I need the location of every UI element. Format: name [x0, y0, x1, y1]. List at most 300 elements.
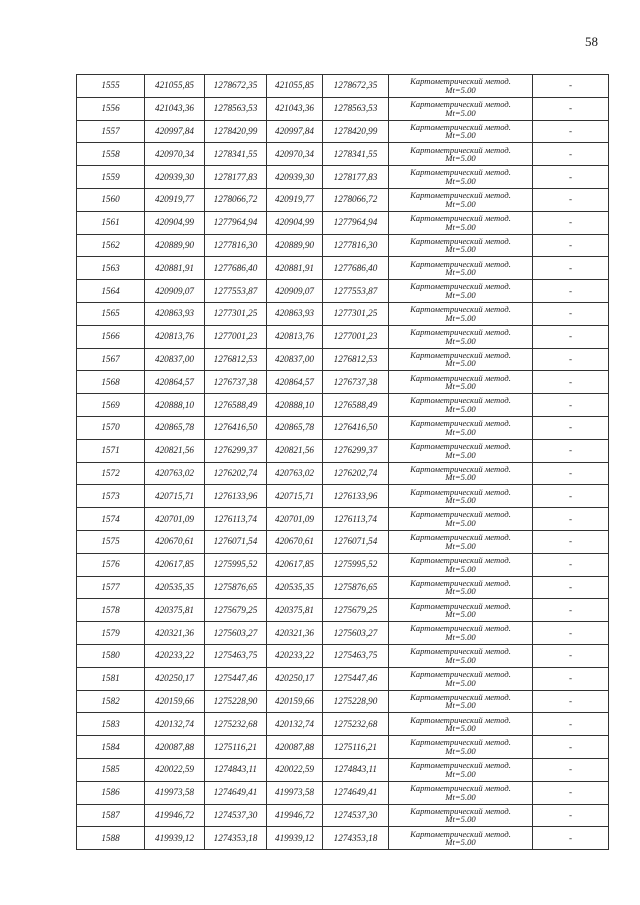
x-new-cell: 419939,12: [267, 827, 323, 850]
method-cell: [389, 325, 533, 348]
y-old-cell: 1278672,35: [205, 75, 267, 98]
table-row: [77, 804, 609, 827]
method-name: Картометрический метод.: [410, 372, 511, 383]
point-number-cell: 1579: [77, 622, 145, 645]
x-new-cell: 420715,71: [267, 485, 323, 508]
table-row: [77, 120, 609, 143]
x-old-cell: 420763,02: [145, 462, 205, 485]
method-cell: [389, 690, 533, 713]
table-row: [77, 485, 609, 508]
method-cell: [389, 371, 533, 394]
table-row: [77, 211, 609, 234]
x-new-cell: 420763,02: [267, 462, 323, 485]
x-old-cell: 420701,09: [145, 508, 205, 531]
method-accuracy: Mt=5.00: [445, 768, 476, 779]
method-accuracy: Mt=5.00: [445, 518, 476, 529]
point-number-cell: 1587: [77, 804, 145, 827]
table-row: [77, 188, 609, 211]
x-new-cell: 420837,00: [267, 348, 323, 371]
y-new-cell: 1278563,53: [323, 97, 389, 120]
coordinates-table: [76, 74, 609, 850]
description-cell: -: [533, 75, 609, 98]
table-row: [77, 280, 609, 303]
method-accuracy: Mt=5.00: [445, 267, 476, 278]
y-new-cell: 1276416,50: [323, 416, 389, 439]
y-new-cell: 1274843,11: [323, 758, 389, 781]
x-new-cell: 420022,59: [267, 758, 323, 781]
method-accuracy: Mt=5.00: [445, 381, 476, 392]
table-row: [77, 827, 609, 850]
method-name: Картометрический метод.: [410, 669, 511, 680]
table-body: [77, 75, 609, 850]
x-old-cell: 420022,59: [145, 758, 205, 781]
table-row: [77, 325, 609, 348]
description-cell: -: [533, 667, 609, 690]
method-accuracy: Mt=5.00: [445, 609, 476, 620]
point-number-cell: 1585: [77, 758, 145, 781]
description-cell: -: [533, 758, 609, 781]
x-old-cell: 420250,17: [145, 667, 205, 690]
method-name: Картометрический метод.: [410, 714, 511, 725]
point-number-cell: 1558: [77, 143, 145, 166]
table-row: [77, 781, 609, 804]
description-cell: -: [533, 302, 609, 325]
description-cell: -: [533, 416, 609, 439]
method-name: Картометрический метод.: [410, 418, 511, 429]
method-name: Картометрический метод.: [410, 532, 511, 543]
description-cell: -: [533, 371, 609, 394]
table-row: [77, 576, 609, 599]
point-number-cell: 1581: [77, 667, 145, 690]
method-name: Картометрический метод.: [410, 737, 511, 748]
point-number-cell: 1567: [77, 348, 145, 371]
x-old-cell: 420821,56: [145, 439, 205, 462]
point-number-cell: 1580: [77, 644, 145, 667]
point-number-cell: 1565: [77, 302, 145, 325]
y-old-cell: 1275228,90: [205, 690, 267, 713]
table-row: [77, 553, 609, 576]
point-number-cell: 1571: [77, 439, 145, 462]
y-old-cell: 1275232,68: [205, 713, 267, 736]
description-cell: -: [533, 576, 609, 599]
x-new-cell: 421043,36: [267, 97, 323, 120]
x-new-cell: 420864,57: [267, 371, 323, 394]
method-accuracy: Mt=5.00: [445, 84, 476, 95]
method-name: Картометрический метод.: [410, 395, 511, 406]
x-new-cell: 420132,74: [267, 713, 323, 736]
point-number-cell: 1574: [77, 508, 145, 531]
method-accuracy: Mt=5.00: [445, 746, 476, 756]
description-cell: -: [533, 325, 609, 348]
table-row: [77, 599, 609, 622]
x-old-cell: 420864,57: [145, 371, 205, 394]
method-accuracy: Mt=5.00: [445, 586, 476, 597]
method-accuracy: Mt=5.00: [445, 700, 476, 711]
x-old-cell: 419946,72: [145, 804, 205, 827]
method-name: Картометрический метод.: [410, 463, 511, 474]
description-cell: -: [533, 622, 609, 645]
x-new-cell: 420375,81: [267, 599, 323, 622]
description-cell: -: [533, 736, 609, 759]
description-cell: -: [533, 781, 609, 804]
y-old-cell: 1275447,46: [205, 667, 267, 690]
y-old-cell: 1276202,74: [205, 462, 267, 485]
x-old-cell: 420087,88: [145, 736, 205, 759]
x-new-cell: 420617,85: [267, 553, 323, 576]
method-cell: [389, 394, 533, 417]
method-cell: [389, 302, 533, 325]
x-new-cell: 420997,84: [267, 120, 323, 143]
y-new-cell: 1278672,35: [323, 75, 389, 98]
y-old-cell: 1274843,11: [205, 758, 267, 781]
y-old-cell: 1278420,99: [205, 120, 267, 143]
method-cell: [389, 622, 533, 645]
table-row: [77, 667, 609, 690]
method-accuracy: Mt=5.00: [445, 198, 476, 209]
description-cell: -: [533, 690, 609, 713]
x-old-cell: 421043,36: [145, 97, 205, 120]
y-new-cell: 1275447,46: [323, 667, 389, 690]
y-new-cell: 1277964,94: [323, 211, 389, 234]
y-old-cell: 1276133,96: [205, 485, 267, 508]
y-old-cell: 1278341,55: [205, 143, 267, 166]
method-name: Картометрический метод.: [410, 828, 511, 839]
y-new-cell: 1275995,52: [323, 553, 389, 576]
method-accuracy: Mt=5.00: [445, 563, 476, 574]
x-new-cell: 420865,78: [267, 416, 323, 439]
method-cell: [389, 120, 533, 143]
method-name: Картометрический метод.: [410, 76, 511, 87]
method-cell: [389, 143, 533, 166]
point-number-cell: 1578: [77, 599, 145, 622]
y-old-cell: 1277964,94: [205, 211, 267, 234]
description-cell: -: [533, 97, 609, 120]
y-old-cell: 1275995,52: [205, 553, 267, 576]
point-number-cell: 1582: [77, 690, 145, 713]
y-old-cell: 1275679,25: [205, 599, 267, 622]
y-old-cell: 1276299,37: [205, 439, 267, 462]
method-accuracy: Mt=5.00: [445, 654, 476, 665]
method-accuracy: Mt=5.00: [445, 837, 476, 848]
table-row: [77, 644, 609, 667]
y-old-cell: 1276071,54: [205, 530, 267, 553]
method-cell: [389, 804, 533, 827]
y-new-cell: 1276812,53: [323, 348, 389, 371]
y-old-cell: 1278177,83: [205, 166, 267, 189]
x-old-cell: 420159,66: [145, 690, 205, 713]
point-number-cell: 1583: [77, 713, 145, 736]
method-cell: [389, 234, 533, 257]
table-row: [77, 462, 609, 485]
method-name: Картометрический метод.: [410, 577, 511, 588]
x-old-cell: 420375,81: [145, 599, 205, 622]
description-cell: -: [533, 508, 609, 531]
point-number-cell: 1561: [77, 211, 145, 234]
x-old-cell: 419973,58: [145, 781, 205, 804]
y-old-cell: 1274537,30: [205, 804, 267, 827]
method-name: Картометрический метод.: [410, 509, 511, 520]
point-number-cell: 1562: [77, 234, 145, 257]
method-cell: [389, 781, 533, 804]
description-cell: -: [533, 394, 609, 417]
y-old-cell: 1274353,18: [205, 827, 267, 850]
point-number-cell: 1560: [77, 188, 145, 211]
x-old-cell: 420865,78: [145, 416, 205, 439]
table-row: [77, 530, 609, 553]
table-row: [77, 371, 609, 394]
description-cell: -: [533, 485, 609, 508]
x-old-cell: 420904,99: [145, 211, 205, 234]
x-old-cell: 420881,91: [145, 257, 205, 280]
x-old-cell: 420813,76: [145, 325, 205, 348]
method-accuracy: Mt=5.00: [445, 244, 476, 255]
x-old-cell: 420233,22: [145, 644, 205, 667]
x-old-cell: 420970,34: [145, 143, 205, 166]
description-cell: -: [533, 804, 609, 827]
method-accuracy: Mt=5.00: [445, 449, 476, 460]
point-number-cell: 1569: [77, 394, 145, 417]
method-name: Картометрический метод.: [410, 190, 511, 201]
table-row: [77, 166, 609, 189]
y-new-cell: 1276588,49: [323, 394, 389, 417]
y-old-cell: 1274649,41: [205, 781, 267, 804]
y-new-cell: 1274353,18: [323, 827, 389, 850]
method-accuracy: Mt=5.00: [445, 153, 476, 164]
method-name: Картометрический метод.: [410, 555, 511, 566]
y-old-cell: 1277686,40: [205, 257, 267, 280]
point-number-cell: 1557: [77, 120, 145, 143]
description-cell: -: [533, 166, 609, 189]
x-new-cell: 420909,07: [267, 280, 323, 303]
method-accuracy: Mt=5.00: [445, 632, 476, 643]
table-row: [77, 257, 609, 280]
method-name: Картометрический метод.: [410, 600, 511, 611]
method-cell: [389, 462, 533, 485]
x-old-cell: 420715,71: [145, 485, 205, 508]
point-number-cell: 1559: [77, 166, 145, 189]
x-new-cell: 420821,56: [267, 439, 323, 462]
description-cell: -: [533, 348, 609, 371]
method-cell: [389, 257, 533, 280]
description-cell: -: [533, 143, 609, 166]
point-number-cell: 1570: [77, 416, 145, 439]
table-row: [77, 622, 609, 645]
x-new-cell: 420939,30: [267, 166, 323, 189]
method-cell: [389, 827, 533, 850]
x-old-cell: 421055,85: [145, 75, 205, 98]
method-accuracy: Mt=5.00: [445, 312, 476, 323]
x-new-cell: 420250,17: [267, 667, 323, 690]
y-old-cell: 1275463,75: [205, 644, 267, 667]
y-new-cell: 1278420,99: [323, 120, 389, 143]
table-row: [77, 690, 609, 713]
y-new-cell: 1278177,83: [323, 166, 389, 189]
y-new-cell: 1276202,74: [323, 462, 389, 485]
method-name: Картометрический метод.: [410, 258, 511, 269]
y-new-cell: 1277816,30: [323, 234, 389, 257]
method-name: Картометрический метод.: [410, 783, 511, 793]
y-new-cell: 1277001,23: [323, 325, 389, 348]
method-cell: [389, 485, 533, 508]
x-old-cell: 419939,12: [145, 827, 205, 850]
y-new-cell: 1278066,72: [323, 188, 389, 211]
x-old-cell: 420939,30: [145, 166, 205, 189]
y-new-cell: 1276737,38: [323, 371, 389, 394]
method-name: Картометрический метод.: [410, 167, 511, 178]
x-old-cell: 420909,07: [145, 280, 205, 303]
y-old-cell: 1278066,72: [205, 188, 267, 211]
method-accuracy: Mt=5.00: [445, 426, 476, 437]
x-new-cell: 419973,58: [267, 781, 323, 804]
method-name: Картометрический метод.: [410, 235, 511, 246]
x-new-cell: 420813,76: [267, 325, 323, 348]
method-accuracy: Mt=5.00: [445, 495, 476, 506]
table-row: [77, 713, 609, 736]
table-row: [77, 143, 609, 166]
method-accuracy: Mt=5.00: [445, 791, 476, 802]
method-cell: [389, 713, 533, 736]
table-row: [77, 97, 609, 120]
x-old-cell: 420997,84: [145, 120, 205, 143]
y-old-cell: 1277816,30: [205, 234, 267, 257]
point-number-cell: 1556: [77, 97, 145, 120]
method-cell: [389, 576, 533, 599]
x-new-cell: 421055,85: [267, 75, 323, 98]
y-old-cell: 1276737,38: [205, 371, 267, 394]
method-accuracy: Mt=5.00: [445, 723, 476, 734]
table-row: [77, 75, 609, 98]
method-accuracy: Mt=5.00: [445, 358, 476, 369]
x-new-cell: 420321,36: [267, 622, 323, 645]
y-old-cell: 1275603,27: [205, 622, 267, 645]
method-name: Картометрический метод.: [410, 304, 511, 315]
method-accuracy: Mt=5.00: [445, 404, 476, 415]
method-accuracy: Mt=5.00: [445, 221, 476, 232]
point-number-cell: 1575: [77, 530, 145, 553]
method-name: Картометрический метод.: [410, 121, 511, 132]
y-new-cell: 1278341,55: [323, 143, 389, 166]
y-old-cell: 1276588,49: [205, 394, 267, 417]
y-old-cell: 1276113,74: [205, 508, 267, 531]
method-name: Картометрический метод.: [410, 349, 511, 360]
method-accuracy: Mt=5.00: [445, 540, 476, 551]
x-new-cell: 420159,66: [267, 690, 323, 713]
point-number-cell: 1568: [77, 371, 145, 394]
y-new-cell: 1277553,87: [323, 280, 389, 303]
method-cell: [389, 736, 533, 759]
x-new-cell: 420919,77: [267, 188, 323, 211]
x-old-cell: 420919,77: [145, 188, 205, 211]
y-new-cell: 1275679,25: [323, 599, 389, 622]
y-old-cell: 1276812,53: [205, 348, 267, 371]
description-cell: -: [533, 257, 609, 280]
y-new-cell: 1277301,25: [323, 302, 389, 325]
point-number-cell: 1555: [77, 75, 145, 98]
table-row: [77, 758, 609, 781]
x-new-cell: 420970,34: [267, 143, 323, 166]
method-accuracy: Mt=5.00: [445, 472, 476, 483]
method-cell: [389, 166, 533, 189]
y-new-cell: 1275228,90: [323, 690, 389, 713]
description-cell: -: [533, 188, 609, 211]
x-old-cell: 420321,36: [145, 622, 205, 645]
x-new-cell: 420904,99: [267, 211, 323, 234]
method-cell: [389, 348, 533, 371]
point-number-cell: 1564: [77, 280, 145, 303]
table-row: [77, 736, 609, 759]
table-row: [77, 439, 609, 462]
method-cell: [389, 439, 533, 462]
x-new-cell: 420863,93: [267, 302, 323, 325]
x-new-cell: 420233,22: [267, 644, 323, 667]
y-new-cell: 1275116,21: [323, 736, 389, 759]
point-number-cell: 1577: [77, 576, 145, 599]
method-cell: [389, 97, 533, 120]
method-name: Картометрический метод.: [410, 213, 511, 224]
y-new-cell: 1276299,37: [323, 439, 389, 462]
method-cell: [389, 188, 533, 211]
table-row: [77, 508, 609, 531]
method-cell: [389, 211, 533, 234]
x-new-cell: 420881,91: [267, 257, 323, 280]
y-old-cell: 1277553,87: [205, 280, 267, 303]
table-row: [77, 234, 609, 257]
x-new-cell: 419946,72: [267, 804, 323, 827]
x-new-cell: 420701,09: [267, 508, 323, 531]
method-accuracy: Mt=5.00: [445, 677, 476, 688]
y-new-cell: 1274649,41: [323, 781, 389, 804]
table-row: [77, 348, 609, 371]
y-new-cell: 1275463,75: [323, 644, 389, 667]
method-accuracy: Mt=5.00: [445, 335, 476, 346]
description-cell: -: [533, 713, 609, 736]
y-old-cell: 1277301,25: [205, 302, 267, 325]
x-new-cell: 420670,61: [267, 530, 323, 553]
x-old-cell: 420132,74: [145, 713, 205, 736]
method-cell: [389, 553, 533, 576]
point-number-cell: 1586: [77, 781, 145, 804]
description-cell: -: [533, 644, 609, 667]
point-number-cell: 1566: [77, 325, 145, 348]
x-old-cell: 420617,85: [145, 553, 205, 576]
description-cell: -: [533, 234, 609, 257]
method-name: Картометрический метод.: [410, 623, 511, 634]
x-old-cell: 420837,00: [145, 348, 205, 371]
method-name: Картометрический метод.: [410, 805, 511, 816]
x-old-cell: 420888,10: [145, 394, 205, 417]
x-new-cell: 420087,88: [267, 736, 323, 759]
y-new-cell: 1274537,30: [323, 804, 389, 827]
method-cell: [389, 75, 533, 98]
method-name: Картометрический метод.: [410, 99, 511, 110]
method-name: Картометрический метод.: [410, 486, 511, 497]
method-cell: [389, 508, 533, 531]
y-new-cell: 1275232,68: [323, 713, 389, 736]
y-old-cell: 1275116,21: [205, 736, 267, 759]
description-cell: -: [533, 120, 609, 143]
table-row: [77, 416, 609, 439]
x-old-cell: 420889,90: [145, 234, 205, 257]
method-name: Картометрический метод.: [410, 441, 511, 452]
y-new-cell: 1276113,74: [323, 508, 389, 531]
method-name: Картометрический метод.: [410, 760, 511, 771]
method-cell: [389, 644, 533, 667]
description-cell: -: [533, 599, 609, 622]
x-new-cell: 420889,90: [267, 234, 323, 257]
method-name: Картометрический метод.: [410, 646, 511, 657]
y-old-cell: 1278563,53: [205, 97, 267, 120]
method-name: Картометрический метод.: [410, 327, 511, 338]
